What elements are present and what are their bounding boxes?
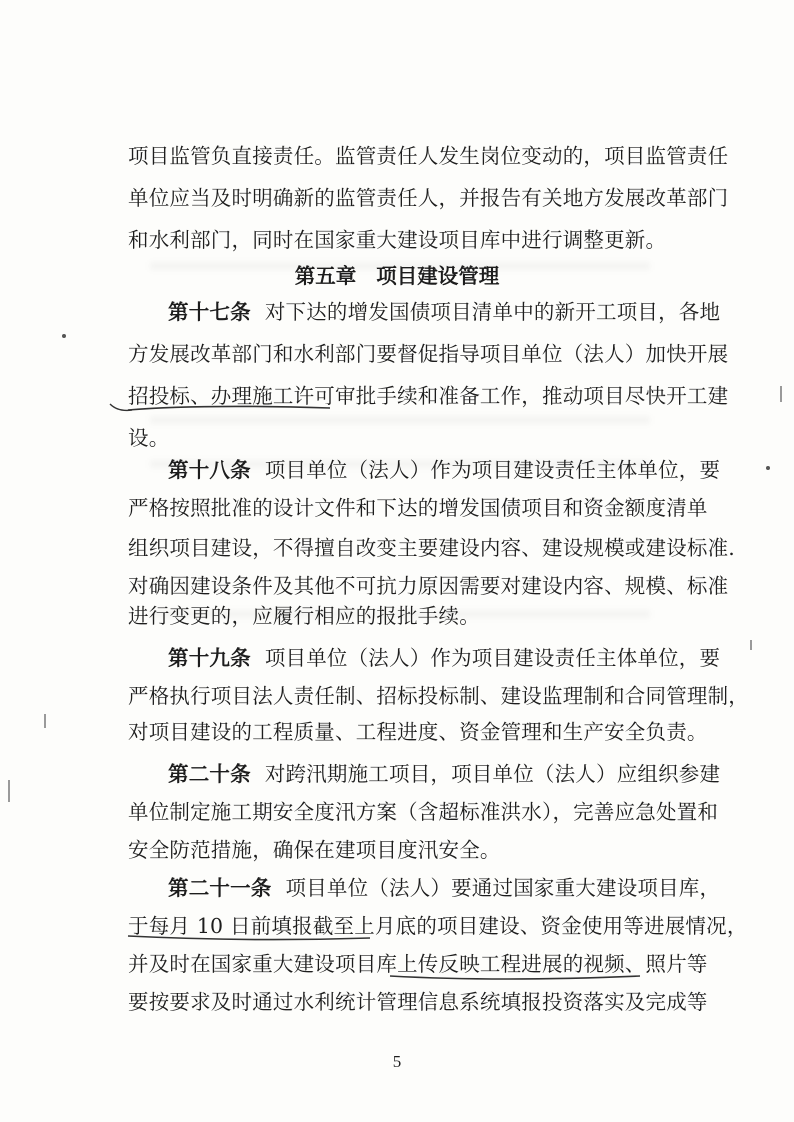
article-text: 对跨汛期施工项目，项目单位（法人）应组织参建 [264,762,721,786]
paragraph-line: 设。 [128,426,170,450]
article-17-first-line [168,298,721,326]
scan-mark [8,780,10,802]
paragraph-line: 严格执行项目法人责任制、招标投标制、建设监理制和合同管理制， [128,684,749,708]
paragraph-line: 安全防范措施，确保在建项目度汛安全。 [128,838,501,862]
paragraph-line: 于每月 10 日前填报截至上月底的项目建设、资金使用等进展情况， [128,914,748,938]
paragraph-line: 招投标、办理施工许可审批手续和准备工作，推动项目尽快开工建 [128,384,729,408]
paragraph-line: 对项目建设的工程质量、工程进度、资金管理和生产安全负责。 [128,720,708,744]
article-label: 第二十一条 [168,876,272,900]
scan-mark [750,640,752,650]
paragraph-line: 进行变更的，应履行相应的报批手续。 [128,604,480,628]
article-text: 项目单位（法人）作为项目建设责任主体单位，要 [264,458,721,482]
article-text: 项目单位（法人）作为项目建设责任主体单位，要 [264,646,721,670]
article-20-first-line [168,760,721,788]
scan-mark [44,714,46,728]
chapter-heading [0,262,794,290]
paragraph-line: 严格按照批准的设计文件和下达的增发国债项目和资金额度清单 [128,496,708,520]
chapter-title: 项目建设管理 [376,264,500,288]
article-text: 项目单位（法人）要通过国家重大建设项目库， [285,876,721,900]
page-number: 5 [392,1052,402,1071]
paragraph-line: 并及时在国家重大建设项目库上传反映工程进展的视频、照片等 [128,952,708,976]
paragraph-line: 对确因建设条件及其他不可抗力原因需要对建设内容、规模、标准 [128,574,729,598]
scan-shadow [150,416,650,424]
chapter-number: 第五章 [294,264,357,288]
article-19-first-line [168,644,721,672]
article-label: 第十七条 [168,300,251,324]
paragraph-line: 组织项目建设，不得擅自改变主要建设内容、建设规模或建设标准. [128,536,736,560]
article-label: 第十九条 [168,646,251,670]
scan-mark [780,386,782,402]
paragraph-line: 项目监管负直接责任。监管责任人发生岗位变动的，项目监管责任 [128,144,729,168]
scan-speck [766,466,770,470]
article-21-first-line [168,874,721,902]
article-18-first-line [168,456,721,484]
scan-speck [62,334,66,338]
paragraph-line: 单位应当及时明确新的监管责任人，并报告有关地方发展改革部门 [128,186,729,210]
article-text: 对下达的增发国债项目清单中的新开工项目，各地 [264,300,721,324]
paragraph-line: 要按要求及时通过水利统计管理信息系统填报投资落实及完成等 [128,990,708,1014]
paragraph-line: 方发展改革部门和水利部门要督促指导项目单位（法人）加快开展 [128,342,729,366]
paragraph-line: 单位制定施工期安全度汛方案（含超标准洪水），完善应急处置和 [128,800,719,824]
article-label: 第二十条 [168,762,251,786]
article-label: 第十八条 [168,458,251,482]
paragraph-line: 和水利部门，同时在国家重大建设项目库中进行调整更新。 [128,228,667,252]
